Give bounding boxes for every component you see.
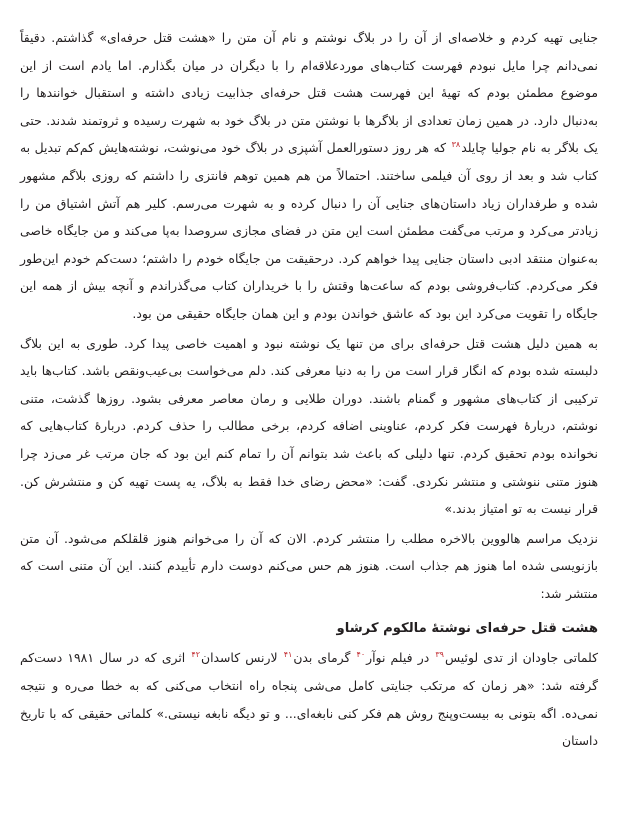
text-run: نزدیک مراسم هالووین بالاخره مطلب را منتشر کردم. الان که آن را می‌خوانم هنوز قلقلکم می‌شود. آن متن بازنویسی شده اما هنوز هم جذاب است. هنوز هم حس می‌کنم دوست دارم تأییدم کنند. این آن متنی است که منتشر شد: (20, 530, 598, 601)
footnote-marker[interactable]: ۴۱ (283, 650, 293, 660)
paragraph-2 (20, 330, 598, 523)
footnote-marker[interactable]: ۳۸ (451, 140, 461, 150)
footnote-marker[interactable]: ۳۹ (435, 650, 444, 660)
text-run: در فیلم نوآر (366, 650, 435, 666)
paragraph-3 (20, 525, 598, 608)
text-run: گرمای بدن (293, 650, 356, 666)
paragraph-4 (20, 644, 598, 754)
section-heading: هشت قتل حرفه‌ای نوشتهٔ مالکوم کرشاو (336, 621, 598, 637)
text-run: که هر روز دستورالعمل آشپزی در بلاگ خود می‌نوشت، نوشته‌هایش کم‌کم تبدیل به کتاب شد و بعد از روی آن فیلمی ساختند. احتمالاً من هم همین توهم فانتزی را داشتم که روزی بلاگم مشهور شده و طرفداران زیاد داستان‌های جنایی آن را دنبال کرده و به شهرت می‌رسم. کلیر هم آتش اشتیاق من را زیادتر می‌کرد و مرتب می‌گفت مطمئن است این متن در فضای مجازی سروصدا به‌پا می‌کند و من جایگاه خاصی به‌عنوان منتقد ادبی داستان جنایی پیدا خواهم کرد. درحقیقت من جایگاه خودم را داشتم؛ دست‌کم خودم این‌طور فکر می‌کردم. کتاب‌فروشی بودم که ساعت‌ها وقتش را با خریداران کتاب می‌گذراندم و آنچه بیش از همه این جایگاه را تقویت می‌کرد این بود که عاشق خواندن بودم و این همان جایگاه حقیقی من بود. (20, 140, 598, 321)
text-run: جنایی تهیه کردم و خلاصه‌ای از آن را در بلاگ نوشتم و نام آن متن را «هشت قتل حرفه‌ای» گذاشتم. دقیقاً نمی‌دانم چرا مایل نبودم فهرست کتاب‌های موردعلاقه‌ام را با دیگران در میان بگذارم. اما یادم است از این موضوع مطمئن بودم که تهیهٔ این فهرست هشت قتل حرفه‌ای جذابیت زیادی داشته و استقبال خوانندها را به‌دنبال دارد. در همین زمان تعدادی از بلاگرها با نوشتن متن در بلاگ خود به شهرت رسیده و ثروتمند شدند. حتی یک بلاگر به نام جولیا چایلد (20, 30, 598, 156)
text-run: لارنس کاسدان (201, 650, 283, 666)
paragraph-1 (20, 24, 598, 328)
text-run: اثری که در سال ۱۹۸۱ دست‌کم گرفته شد: «هر زمان که مرتکب جنایتی کامل می‌شی پنجاه راه انتخاب می‌کنی که به خطا می‌ره و نتیجه نمی‌ده. اگه بتونی به بیست‌وپنج روش هم فکر کنی نابغه‌ای... و تو دیگه نابغه نیستی.» کلماتی حقیقی که با تاریخ داستان (20, 650, 598, 749)
text-run: به همین دلیل هشت قتل حرفه‌ای برای من تنها یک نوشته نبود و اهمیت خاصی پیدا کرد. طوری به این بلاگ دلبسته شده بودم که انگار قرار است من را به دنیا معرفی کند. دلم می‌خواست بی‌عیب‌ونقص باشد. کتاب‌ها باید ترکیبی از کتاب‌های مشهور و گمنام باشند. دوران طلایی و رمان معاصر معرفی بشود. روزها گذشت، متنی نوشتم، دربارهٔ فهرست فکر کردم، عناوینی اضافه کردم، برخی مطالب را حذف کردم. دربارهٔ کتاب‌هایی که نخوانده بودم تحقیق کردم. تنها دلیلی که باعث شد بتوانم آن را تمام کنم این بود که جان مرتب غر می‌زد چرا هنوز متنی ننوشتی و منتشر نکردی. گفت: «محض رضای خدا فقط به بلاگ، یه پست تهیه کن و منتشرش کن. قرار نیست به تو امتیاز بدند.» (20, 335, 598, 517)
body-text (20, 24, 598, 755)
text-run: کلماتی جاودان از تدی لوئیس (444, 650, 599, 666)
footnote-marker[interactable]: ۴۰ (356, 650, 366, 660)
footnote-marker[interactable]: ۴۲ (191, 650, 200, 660)
